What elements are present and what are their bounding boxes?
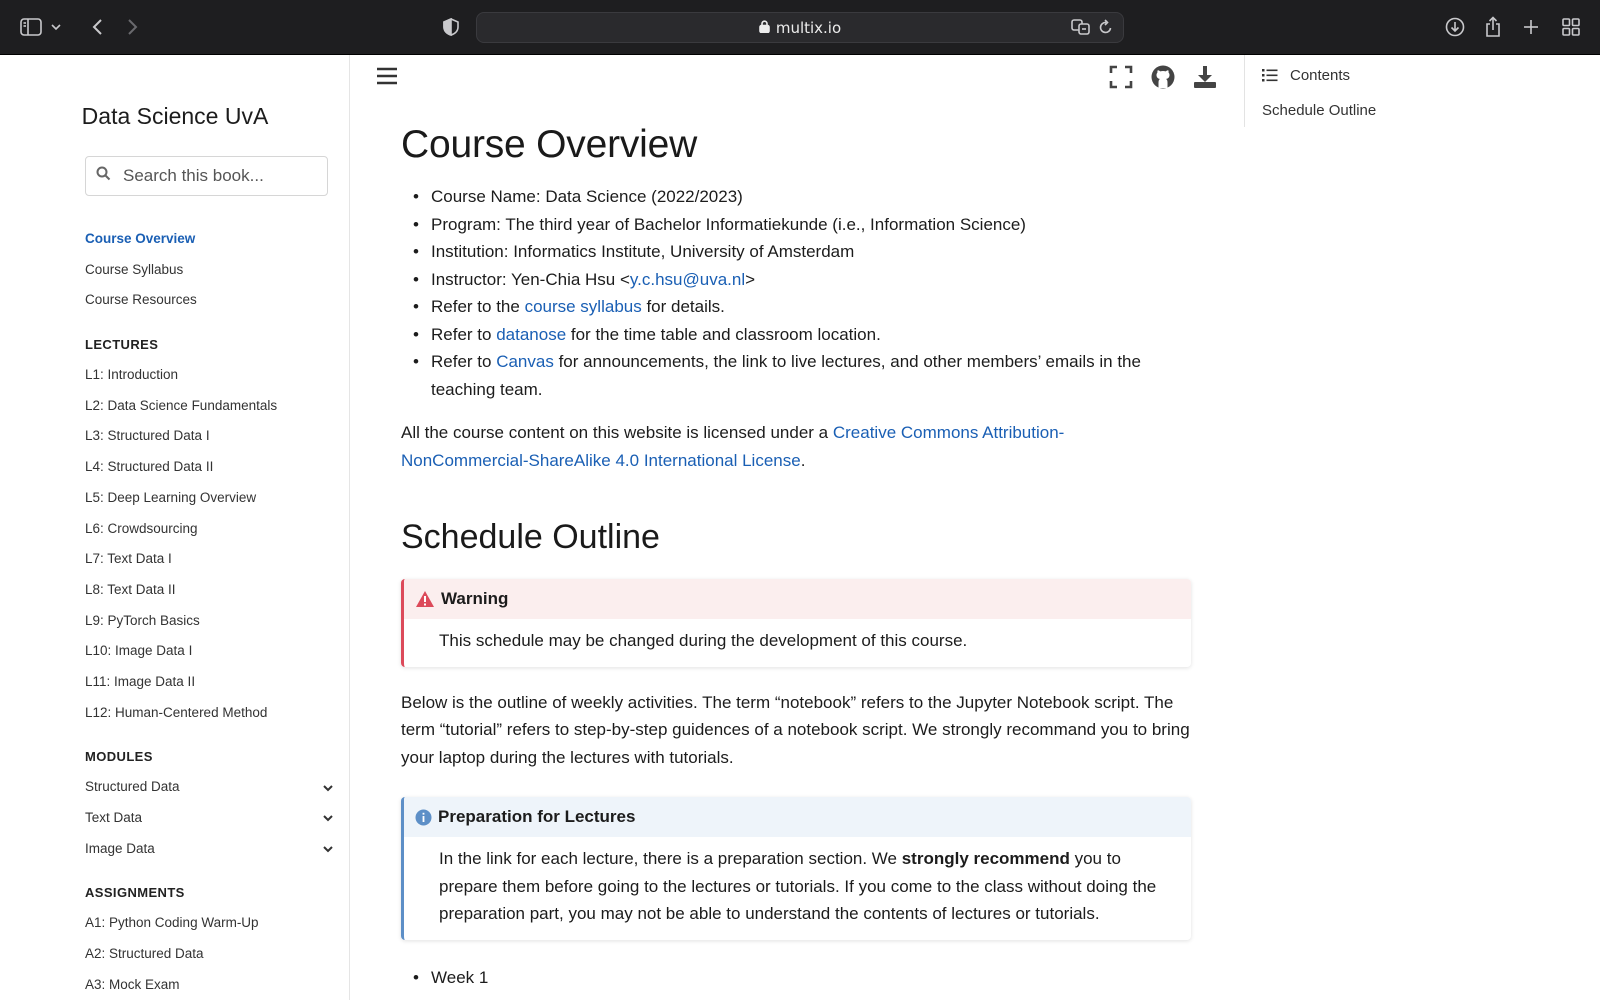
list-item-text: for the time table and classroom location. (566, 324, 881, 344)
list-item-text: Refer to (431, 324, 497, 344)
sidebar-item-l8[interactable]: L8: Text Data II (85, 581, 176, 597)
list-item-text: for details. (641, 297, 725, 316)
warning-admonition (401, 579, 1191, 667)
share-icon[interactable] (1478, 12, 1508, 42)
search-input[interactable] (123, 166, 313, 186)
page-toolbar (1108, 64, 1218, 95)
admonition-title (404, 579, 1191, 619)
list-item (431, 348, 1191, 403)
lock-icon (759, 19, 770, 37)
course-syllabus-link[interactable]: course syllabus (524, 297, 642, 316)
canvas-link[interactable]: Canvas (496, 352, 554, 371)
list-item-text: > (745, 269, 756, 289)
sidebar-item-l9[interactable]: L9: PyTorch Basics (85, 612, 200, 628)
list-item (431, 293, 1191, 321)
sidebar-item-a2[interactable]: A2: Structured Data (85, 946, 204, 962)
new-tab-icon[interactable] (1516, 12, 1546, 42)
admonition-body: This schedule may be changed during the development of this course. (439, 631, 968, 650)
main-content (350, 55, 1244, 1000)
downloads-icon[interactable] (1440, 12, 1470, 42)
list-item: • Week 1 (431, 964, 1191, 992)
fullscreen-icon[interactable] (1108, 64, 1134, 95)
admonition-text: In the link for each lecture, there is a preparation section. We (439, 849, 902, 868)
reload-icon[interactable] (1099, 19, 1113, 39)
address-bar[interactable] (476, 12, 1124, 43)
sidebar-item-l1[interactable]: L1: Introduction (85, 367, 179, 383)
search-box[interactable] (85, 156, 328, 196)
download-icon[interactable] (1192, 64, 1218, 95)
list-item: • Institution: Informatics Institute, University of Amsterdam (431, 238, 1191, 266)
schedule-outline-heading: Schedule Outline (401, 518, 660, 556)
sidebar-item-l4[interactable]: L4: Structured Data II (85, 459, 214, 475)
list-item-text: Refer to the (431, 297, 525, 316)
tab-overview-icon[interactable] (1556, 12, 1586, 42)
search-icon (96, 166, 111, 186)
admonition-title (404, 797, 1191, 837)
toc-heading (1262, 67, 1350, 84)
sidebar-item-structured-data[interactable] (85, 772, 335, 803)
list-item (431, 266, 1191, 294)
toc-item-schedule-outline[interactable]: Schedule Outline (1262, 102, 1377, 119)
sidebar-item-l7[interactable]: L7: Text Data I (85, 551, 172, 567)
toc-heading-text: Contents (1290, 67, 1351, 84)
list-item-text: for announcements, the link to live lectures, and other members’ emails in the teaching team. (431, 352, 1141, 399)
admonition-text: you to prepare them before going to the lectures or tutorials. If you come to the class without doing the preparation part, you may not be able to understand the contents of lectures or tutorials. (439, 849, 1157, 923)
sidebar-toggle-icon[interactable] (16, 12, 46, 42)
sidebar-item-a1[interactable]: A1: Python Coding Warm-Up (85, 915, 259, 931)
sidebar-item-l5[interactable]: L5: Deep Learning Overview (85, 489, 257, 505)
sidebar-item-label: Structured Data (85, 779, 180, 795)
sidebar-item-l11[interactable]: L11: Image Data II (85, 673, 196, 689)
privacy-shield-icon[interactable] (436, 12, 466, 42)
sidebar-item-a3[interactable]: A3: Mock Exam (85, 976, 180, 992)
sidebar-item-course-syllabus[interactable]: Course Syllabus (85, 261, 184, 277)
emphasis-text: strongly recommend (901, 849, 1070, 868)
course-info-list (401, 183, 1191, 403)
preparation-admonition (401, 797, 1191, 940)
sidebar-item-l3[interactable]: L3: Structured Data I (85, 428, 210, 444)
back-arrow-icon[interactable] (82, 12, 112, 42)
paragraph-text: . (800, 450, 806, 470)
paragraph-text: All the course content on this website is licensed under a (401, 423, 833, 442)
chevron-down-icon[interactable] (321, 811, 335, 825)
license-paragraph (401, 419, 1191, 474)
nav-caption-assignments: ASSIGNMENTS (85, 885, 185, 901)
sidebar-item-l10[interactable]: L10: Image Data I (85, 643, 193, 659)
sidebar-nav (85, 224, 335, 1000)
weeks-list (401, 964, 1191, 992)
list-item: • Program: The third year of Bachelor Informatiekunde (i.e., Information Science) (431, 211, 1191, 239)
github-icon[interactable] (1150, 64, 1176, 95)
site-title[interactable]: Data Science UvA (81, 103, 269, 129)
warning-icon (415, 590, 435, 608)
chevron-down-icon[interactable] (46, 12, 66, 42)
sidebar-item-course-overview[interactable]: Course Overview (85, 231, 196, 246)
license-link[interactable]: Creative Commons Attribution-NonCommercial-ShareAlike 4.0 International License (401, 423, 1065, 470)
sidebar-item-l12[interactable]: L12: Human-Centered Method (85, 704, 268, 720)
admonition-title-text: Preparation for Lectures (438, 807, 636, 826)
nav-caption-lectures: LECTURES (85, 337, 159, 353)
chevron-down-icon[interactable] (321, 842, 335, 856)
table-of-contents (1244, 55, 1600, 1000)
book-sidebar (0, 55, 350, 1000)
url-text: multix.io (775, 18, 842, 37)
sidebar-item-l2[interactable]: L2: Data Science Fundamentals (85, 397, 278, 413)
article (401, 123, 1191, 991)
info-icon (415, 809, 432, 826)
list-icon (1262, 69, 1278, 82)
sidebar-item-image-data[interactable] (85, 834, 335, 865)
list-item: • Course Name: Data Science (2022/2023) (431, 183, 1191, 211)
page-title: Course Overview (401, 123, 698, 166)
datanose-link[interactable]: datanose (496, 324, 567, 344)
sidebar-item-l6[interactable]: L6: Crowdsourcing (85, 520, 198, 536)
admonition-body (404, 837, 1191, 940)
toc-divider (1244, 55, 1245, 127)
nav-caption-modules: MODULES (85, 749, 153, 765)
admonition-title-text: Warning (441, 589, 509, 608)
translate-icon[interactable] (1071, 19, 1091, 39)
sidebar-item-text-data[interactable] (85, 803, 335, 834)
forward-arrow-icon[interactable] (118, 12, 148, 42)
chevron-down-icon[interactable] (321, 781, 335, 795)
instructor-email-link[interactable]: y.c.hsu@uva.nl (629, 269, 746, 289)
sidebar-item-course-resources[interactable]: Course Resources (85, 292, 197, 308)
list-item-text: Instructor: Yen-Chia Hsu < (431, 269, 630, 289)
list-item-text: Refer to (431, 352, 497, 371)
sidebar-item-label: Text Data (85, 810, 143, 825)
browser-toolbar (0, 0, 1600, 55)
list-item (431, 321, 1191, 349)
sidebar-item-label: Image Data (85, 840, 155, 856)
menu-toggle-icon[interactable] (376, 67, 398, 90)
outline-paragraph: Below is the outline of weekly activities. The term “notebook” refers to the Jupyter Notebook script. The term “tutorial” refers to step-by-step guidences of a notebook script. We strongly recommand you to bring your laptop during the lectures with tutorials. (401, 692, 1190, 767)
